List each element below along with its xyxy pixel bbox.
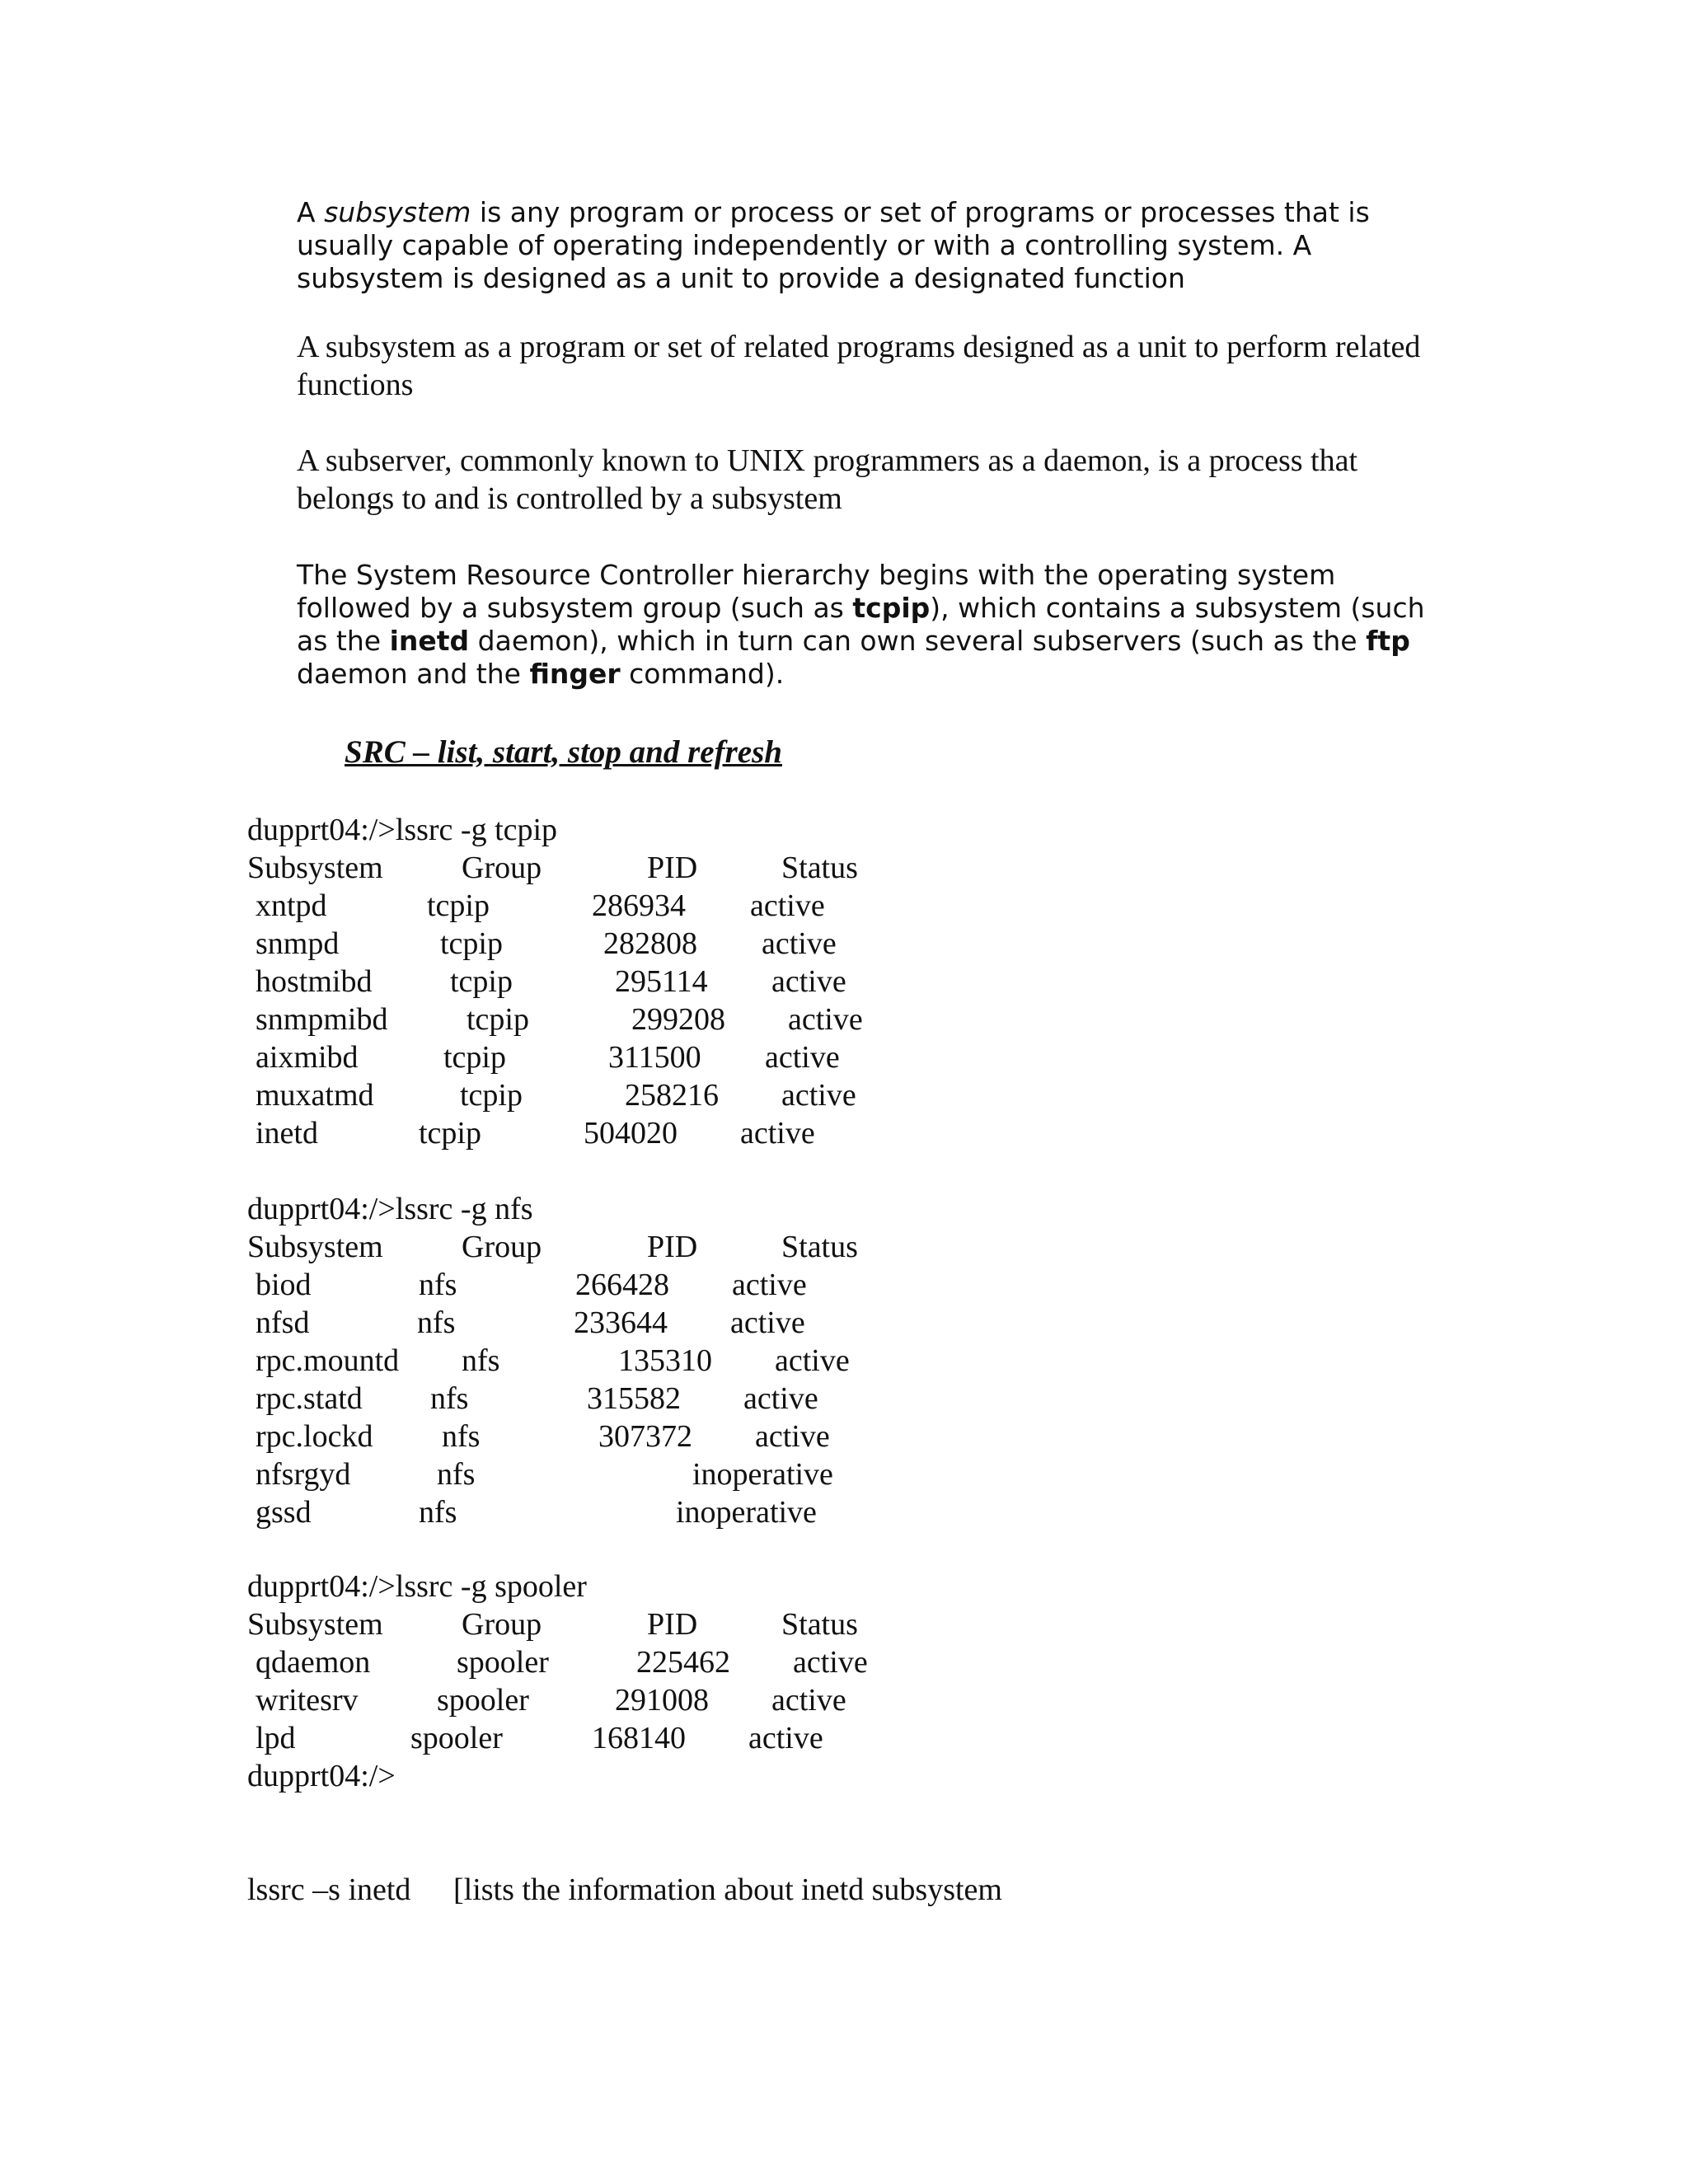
cell-subsystem: rpc.statd: [256, 1381, 363, 1416]
cell-subsystem: xntpd: [256, 888, 327, 923]
table-row: [247, 887, 989, 925]
cell-pid: 225462: [636, 1645, 730, 1680]
emphasis-subsystem: subsystem: [324, 196, 471, 228]
cell-group: nfs: [462, 1343, 500, 1378]
table-row: [247, 1001, 989, 1038]
cell-group: tcpip: [427, 888, 490, 923]
cell-group: nfs: [430, 1381, 469, 1416]
bold-ftp: ftp: [1366, 625, 1410, 657]
bold-finger: finger: [529, 658, 621, 690]
cell-group: nfs: [437, 1457, 476, 1492]
cell-group: nfs: [419, 1495, 457, 1530]
table-row: [247, 1643, 989, 1681]
table-row: [247, 1719, 989, 1757]
cell-status: active: [748, 1721, 823, 1755]
cell-pid: 295114: [615, 964, 708, 999]
cell-subsystem: muxatmd: [256, 1078, 374, 1113]
cell-pid: 291008: [615, 1683, 709, 1718]
table-row: [247, 1342, 989, 1380]
header-pid: PID: [647, 1230, 698, 1264]
cell-subsystem: qdaemon: [256, 1645, 371, 1680]
command-line: [247, 1568, 989, 1605]
paragraph-subsystem-definition: [297, 196, 1434, 295]
cell-status: active: [762, 926, 837, 961]
cell-subsystem: writesrv: [256, 1683, 359, 1718]
lssrc-output-spooler: [247, 1568, 989, 1795]
cell-pid: 233644: [574, 1305, 668, 1340]
cell-subsystem: hostmibd: [256, 964, 373, 999]
cell-subsystem: rpc.lockd: [256, 1419, 373, 1454]
cell-subsystem: lpd: [256, 1721, 296, 1755]
table-row: [247, 1418, 989, 1455]
cell-status: active: [743, 1381, 818, 1416]
cell-pid: 135310: [618, 1343, 712, 1378]
cell-subsystem: rpc.mountd: [256, 1343, 400, 1378]
command-text: lssrc –s inetd: [247, 1872, 411, 1907]
cell-group: spooler: [437, 1683, 529, 1718]
cell-status: active: [755, 1419, 830, 1454]
command-line: [247, 1190, 989, 1228]
cell-subsystem: nfsd: [256, 1305, 310, 1340]
header-group: Group: [462, 851, 542, 885]
command-description: [lists the information about inetd subsystem: [453, 1872, 1002, 1907]
table-row: [247, 1076, 989, 1114]
table-row: [247, 1681, 989, 1719]
command-text: dupprt04:/>lssrc -g tcpip: [247, 813, 558, 847]
header-pid: PID: [647, 1607, 698, 1642]
table-row: [247, 925, 989, 963]
cell-pid: 315582: [587, 1381, 681, 1416]
cell-status: active: [788, 1002, 863, 1037]
prompt-line: [247, 1757, 989, 1795]
cell-status: active: [771, 964, 846, 999]
cell-group: tcpip: [467, 1002, 529, 1037]
section-heading: SRC – list, start, stop and refresh: [345, 734, 782, 770]
text-run: The System Resource Controller hierarchy begins with the operating system followed by a subsystem group (such as: [297, 559, 1336, 624]
cell-status: active: [793, 1645, 868, 1680]
cell-status: active: [775, 1343, 850, 1378]
cell-status: active: [771, 1683, 846, 1718]
lssrc-inetd-line: [247, 1871, 1002, 1909]
cell-status: active: [765, 1040, 840, 1075]
header-group: Group: [462, 1607, 542, 1642]
cell-status: active: [730, 1305, 805, 1340]
cell-subsystem: snmpd: [256, 926, 340, 961]
cell-pid: 504020: [584, 1116, 678, 1151]
text-run: command).: [620, 658, 785, 690]
text-run: daemon), which in turn can own several subservers (such as the: [469, 625, 1367, 657]
text-run: A subsystem as a program or set of related programs designed as a unit to perform related functions: [297, 330, 1421, 402]
cell-status: inoperative: [676, 1495, 817, 1530]
header-status: Status: [781, 851, 858, 885]
text-run: ), which contains a subsystem (such as the: [297, 592, 1425, 657]
cell-group: nfs: [419, 1268, 457, 1302]
cell-group: nfs: [442, 1419, 481, 1454]
cell-subsystem: snmpmibd: [256, 1002, 388, 1037]
cell-pid: 168140: [592, 1721, 686, 1755]
table-row: [247, 1493, 989, 1531]
cell-subsystem: inetd: [256, 1116, 318, 1151]
prompt-text: dupprt04:/>: [247, 1759, 396, 1793]
cell-subsystem: biod: [256, 1268, 312, 1302]
bold-tcpip: tcpip: [852, 592, 931, 624]
header-subsystem: Subsystem: [247, 1607, 383, 1642]
cell-pid: 282808: [603, 926, 697, 961]
text-run: daemon and the: [297, 658, 530, 690]
table-row: [247, 1380, 989, 1418]
cell-status: active: [740, 1116, 815, 1151]
cell-status: inoperative: [692, 1457, 833, 1492]
lssrc-output-nfs: [247, 1190, 989, 1531]
cell-status: active: [732, 1268, 807, 1302]
cell-group: tcpip: [450, 964, 513, 999]
command-line: [247, 811, 989, 849]
cell-group: tcpip: [440, 926, 503, 961]
lssrc-output-tcpip: [247, 811, 989, 1152]
cell-pid: 299208: [631, 1002, 725, 1037]
table-row: [247, 1455, 989, 1493]
table-row: [247, 1266, 989, 1304]
header-group: Group: [462, 1230, 542, 1264]
cell-group: nfs: [417, 1305, 456, 1340]
header-subsystem: Subsystem: [247, 851, 383, 885]
paragraph-src-hierarchy: [297, 559, 1434, 691]
cell-status: active: [750, 888, 825, 923]
table-row: [247, 1038, 989, 1076]
cell-group: spooler: [457, 1645, 549, 1680]
bold-inetd: inetd: [389, 625, 470, 657]
table-row: [247, 1114, 989, 1152]
header-subsystem: Subsystem: [247, 1230, 383, 1264]
paragraph-subsystem-program: [297, 328, 1451, 404]
cell-pid: 311500: [608, 1040, 701, 1075]
header-pid: PID: [647, 851, 698, 885]
text-run: A subserver, commonly known to UNIX programmers as a daemon, is a process that belongs to and is controlled by a subsystem: [297, 443, 1358, 516]
text-run: is any program or process or set of programs or processes that is usually capable of operating independently or with a controlling system. A subsystem is designed as a unit to provide a designated function: [297, 196, 1370, 294]
cell-group: tcpip: [419, 1116, 481, 1151]
cell-subsystem: gssd: [256, 1495, 312, 1530]
command-text: dupprt04:/>lssrc -g nfs: [247, 1192, 533, 1226]
cell-status: active: [781, 1078, 856, 1113]
cell-group: tcpip: [460, 1078, 523, 1113]
command-text: dupprt04:/>lssrc -g spooler: [247, 1569, 587, 1604]
cell-subsystem: aixmibd: [256, 1040, 359, 1075]
header-row: [247, 1605, 989, 1643]
table-row: [247, 963, 989, 1001]
cell-group: tcpip: [443, 1040, 506, 1075]
paragraph-subserver: [297, 442, 1451, 518]
cell-group: spooler: [410, 1721, 503, 1755]
header-status: Status: [781, 1607, 858, 1642]
text-run: A: [297, 196, 325, 228]
cell-pid: 258216: [625, 1078, 719, 1113]
table-row: [247, 1304, 989, 1342]
cell-pid: 266428: [575, 1268, 669, 1302]
header-status: Status: [781, 1230, 858, 1264]
header-row: [247, 1228, 989, 1266]
cell-pid: 286934: [592, 888, 686, 923]
cell-pid: 307372: [598, 1419, 692, 1454]
header-row: [247, 849, 989, 887]
cell-subsystem: nfsrgyd: [256, 1457, 351, 1492]
